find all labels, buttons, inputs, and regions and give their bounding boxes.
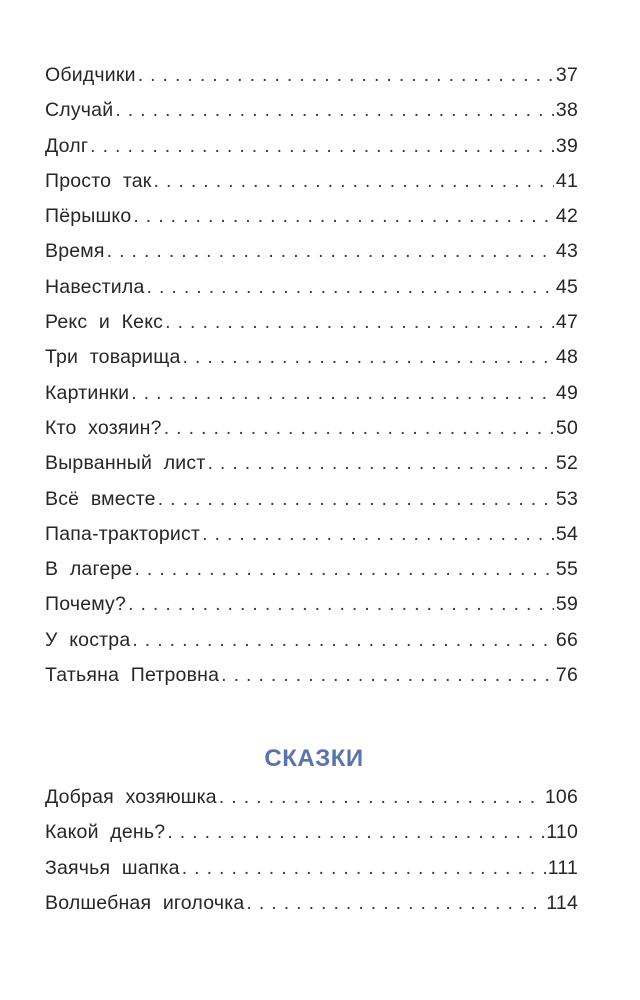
toc-entry-page: 47 <box>555 311 578 334</box>
toc-entry-page: 114 <box>546 891 578 914</box>
toc-entry <box>45 629 578 664</box>
toc-entry-title: Просто так <box>45 169 152 192</box>
toc-entry-page: 50 <box>555 416 578 439</box>
toc-entry-title: Почему? <box>45 593 127 616</box>
toc-dot-leader <box>165 311 554 334</box>
toc-entry-title: Картинки <box>45 381 130 404</box>
toc-entry <box>45 64 578 99</box>
section-heading-fairy-tales: СКАЗКИ <box>264 745 364 772</box>
toc-dot-leader <box>134 558 553 581</box>
toc-entry-title: Добрая хозяюшка <box>45 786 217 808</box>
toc-entry-title: Пёрышко <box>45 205 132 228</box>
toc-entry-page: 38 <box>555 99 578 122</box>
toc-entry <box>45 558 578 593</box>
toc-entry <box>45 857 578 892</box>
toc-entry-title: Долг <box>45 134 89 157</box>
toc-entry-page: 43 <box>555 240 578 263</box>
toc-entry-title: Обидчики <box>45 64 136 86</box>
toc-entry-page: 110 <box>546 821 578 844</box>
toc-dot-leader <box>133 205 554 228</box>
toc-dot-leader <box>90 135 554 158</box>
toc-entry <box>45 311 578 346</box>
toc-dot-leader <box>221 664 554 687</box>
toc-entry <box>45 892 578 927</box>
toc-entry-page: 66 <box>555 628 578 651</box>
toc-entry-page: 52 <box>555 452 578 475</box>
toc-entry-title: Всё вместе <box>45 487 156 510</box>
toc-entry-title: Рекс и Кекс <box>45 311 164 334</box>
toc-entry-page: 42 <box>555 205 578 228</box>
toc-entry <box>45 523 578 558</box>
toc-entry <box>45 664 578 699</box>
toc-dot-leader <box>128 593 554 616</box>
toc-entry <box>45 417 578 452</box>
toc-entry-title: Волшебная иголочка <box>45 891 245 914</box>
toc-entry-page: 39 <box>555 134 578 157</box>
toc-entry-page: 53 <box>555 487 578 510</box>
table-of-contents-main <box>45 64 578 699</box>
toc-dot-leader <box>107 240 554 263</box>
toc-entry-page: 59 <box>555 593 578 616</box>
toc-entry <box>45 170 578 205</box>
toc-entry-page: 54 <box>555 522 578 545</box>
toc-dot-leader <box>202 523 554 546</box>
toc-entry <box>45 99 578 134</box>
toc-entry-page: 106 <box>544 786 578 808</box>
toc-dot-leader <box>207 452 553 475</box>
toc-entry-page: 45 <box>555 275 578 298</box>
toc-entry-title: Какой день? <box>45 821 166 844</box>
toc-entry-title: Кто хозяин? <box>45 416 162 439</box>
toc-entry <box>45 346 578 381</box>
toc-entry-title: У костра <box>45 628 131 651</box>
toc-entry-page: 55 <box>555 558 578 581</box>
toc-entry-title: Татьяна Петровна <box>45 664 220 687</box>
toc-dot-leader <box>147 276 554 299</box>
toc-entry-title: Время <box>45 240 105 263</box>
toc-dot-leader <box>131 382 554 405</box>
toc-entry-title: Папа-тракторист <box>45 522 201 545</box>
toc-dot-leader <box>132 629 554 652</box>
toc-dot-leader <box>219 786 543 809</box>
toc-entry <box>45 821 578 856</box>
toc-entry <box>45 276 578 311</box>
toc-entry-page: 111 <box>547 856 578 879</box>
toc-dot-leader <box>154 170 554 193</box>
toc-entry-title: Навестила <box>45 275 145 298</box>
toc-entry-title: В лагере <box>45 558 133 581</box>
toc-entry <box>45 205 578 240</box>
toc-dot-leader <box>182 857 546 880</box>
toc-entry <box>45 452 578 487</box>
toc-dot-leader <box>115 99 554 122</box>
toc-dot-leader <box>138 64 554 87</box>
toc-entry-page: 76 <box>555 664 578 687</box>
toc-dot-leader <box>183 346 554 369</box>
toc-entry-page: 48 <box>555 346 578 369</box>
toc-entry-title: Заячья шапка <box>45 856 180 879</box>
toc-entry-page: 37 <box>555 64 578 86</box>
toc-entry-title: Случай <box>45 99 114 122</box>
toc-dot-leader <box>167 821 544 844</box>
toc-entry <box>45 786 578 821</box>
toc-dot-leader <box>158 488 554 511</box>
toc-entry <box>45 593 578 628</box>
toc-dot-leader <box>246 892 544 915</box>
toc-entry-page: 41 <box>555 169 578 192</box>
toc-entry <box>45 135 578 170</box>
toc-dot-leader <box>164 417 554 440</box>
toc-entry-title: Три товарища <box>45 346 181 369</box>
toc-entry <box>45 488 578 523</box>
table-of-contents-fairy-tales <box>45 786 578 927</box>
toc-entry-title: Вырванный лист <box>45 452 206 475</box>
toc-entry-page: 49 <box>555 381 578 404</box>
toc-entry <box>45 382 578 417</box>
toc-entry <box>45 240 578 275</box>
